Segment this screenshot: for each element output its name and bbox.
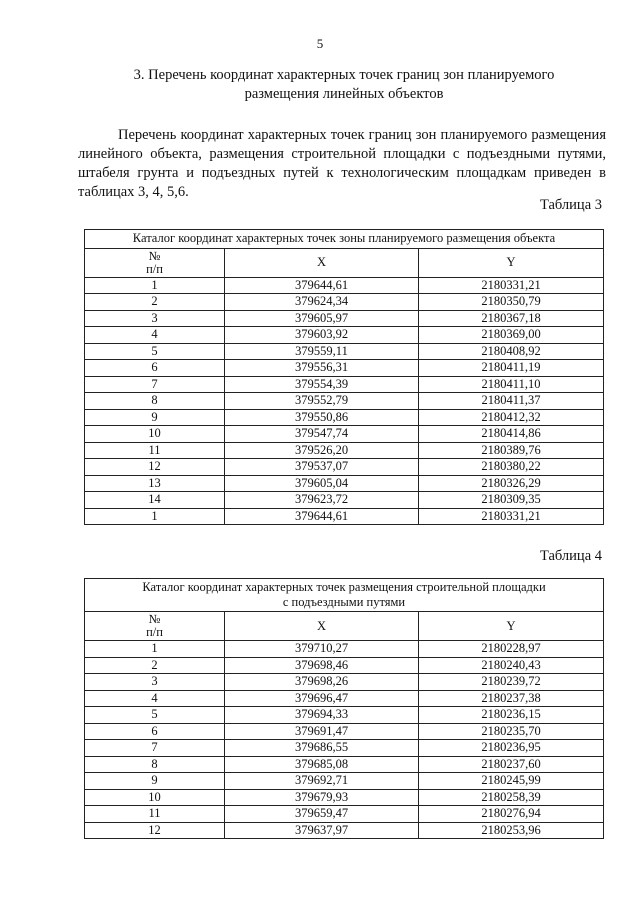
table3-header-number bbox=[85, 248, 225, 277]
cell-number: 1 bbox=[85, 508, 225, 525]
cell-x: 379537,07 bbox=[225, 459, 419, 476]
table3 bbox=[84, 229, 604, 525]
table-row bbox=[85, 789, 604, 806]
cell-x: 379691,47 bbox=[225, 723, 419, 740]
table4-header-y: Y bbox=[419, 612, 604, 641]
cell-y: 2180236,15 bbox=[419, 707, 604, 724]
table-row bbox=[85, 756, 604, 773]
table-row bbox=[85, 327, 604, 344]
section-heading-line2: размещения линейных объектов bbox=[244, 86, 444, 102]
table-row bbox=[85, 641, 604, 658]
table-row bbox=[85, 294, 604, 311]
cell-x: 379547,74 bbox=[225, 426, 419, 443]
cell-x: 379554,39 bbox=[225, 376, 419, 393]
cell-x: 379605,97 bbox=[225, 310, 419, 327]
table-row bbox=[85, 773, 604, 790]
cell-y: 2180276,94 bbox=[419, 806, 604, 823]
cell-number: 9 bbox=[85, 409, 225, 426]
table3-header-number-line2: п/п bbox=[146, 261, 163, 276]
cell-number: 7 bbox=[85, 376, 225, 393]
table3-header-x: X bbox=[225, 248, 419, 277]
table-row bbox=[85, 426, 604, 443]
cell-number: 10 bbox=[85, 789, 225, 806]
table-row bbox=[85, 459, 604, 476]
cell-y: 2180369,00 bbox=[419, 327, 604, 344]
cell-y: 2180258,39 bbox=[419, 789, 604, 806]
table4-title-line2: с подъездными путями bbox=[282, 595, 406, 609]
table3-header-number-line1: № bbox=[148, 248, 161, 263]
table4-title-line1: Каталог координат характерных точек размещения строительной площадки bbox=[142, 580, 546, 594]
cell-y: 2180235,70 bbox=[419, 723, 604, 740]
cell-number: 12 bbox=[85, 822, 225, 839]
table-row bbox=[85, 508, 604, 525]
table4-header-number bbox=[85, 612, 225, 641]
table3-body bbox=[85, 277, 604, 525]
cell-number: 13 bbox=[85, 475, 225, 492]
table-row bbox=[85, 442, 604, 459]
table-row bbox=[85, 475, 604, 492]
table-row bbox=[85, 277, 604, 294]
cell-number: 10 bbox=[85, 426, 225, 443]
table-row bbox=[85, 674, 604, 691]
table-row bbox=[85, 376, 604, 393]
cell-x: 379644,61 bbox=[225, 277, 419, 294]
cell-x: 379698,26 bbox=[225, 674, 419, 691]
cell-y: 2180411,37 bbox=[419, 393, 604, 410]
table4-header-x: X bbox=[225, 612, 419, 641]
table-row bbox=[85, 690, 604, 707]
cell-number: 6 bbox=[85, 360, 225, 377]
cell-x: 379556,31 bbox=[225, 360, 419, 377]
cell-number: 1 bbox=[85, 641, 225, 658]
cell-number: 2 bbox=[85, 657, 225, 674]
cell-x: 379679,93 bbox=[225, 789, 419, 806]
cell-number: 11 bbox=[85, 806, 225, 823]
cell-number: 3 bbox=[85, 674, 225, 691]
table-row bbox=[85, 343, 604, 360]
cell-number: 7 bbox=[85, 740, 225, 757]
cell-y: 2180236,95 bbox=[419, 740, 604, 757]
table-row bbox=[85, 360, 604, 377]
cell-y: 2180350,79 bbox=[419, 294, 604, 311]
cell-number: 3 bbox=[85, 310, 225, 327]
cell-x: 379710,27 bbox=[225, 641, 419, 658]
cell-x: 379605,04 bbox=[225, 475, 419, 492]
intro-paragraph: Перечень координат характерных точек границ зон планируемого размещения линейного объекта, размещения строительной площадки с подъездными путями, штабеля грунта и подъездных путей к технологическим площадкам приведен в таблицах 3, 4, 5,6. bbox=[78, 127, 606, 200]
table-row bbox=[85, 657, 604, 674]
cell-y: 2180237,60 bbox=[419, 756, 604, 773]
table-row bbox=[85, 723, 604, 740]
table-row bbox=[85, 806, 604, 823]
cell-x: 379623,72 bbox=[225, 492, 419, 509]
cell-y: 2180380,22 bbox=[419, 459, 604, 476]
cell-y: 2180309,35 bbox=[419, 492, 604, 509]
cell-x: 379644,61 bbox=[225, 508, 419, 525]
cell-y: 2180326,29 bbox=[419, 475, 604, 492]
table-row bbox=[85, 740, 604, 757]
table-row bbox=[85, 409, 604, 426]
cell-number: 8 bbox=[85, 756, 225, 773]
table4-title bbox=[85, 579, 604, 612]
cell-y: 2180408,92 bbox=[419, 343, 604, 360]
page-number: 5 bbox=[316, 36, 324, 51]
table3-caption: Таблица 3 bbox=[539, 197, 602, 213]
cell-number: 8 bbox=[85, 393, 225, 410]
cell-x: 379698,46 bbox=[225, 657, 419, 674]
cell-x: 379552,79 bbox=[225, 393, 419, 410]
cell-y: 2180411,10 bbox=[419, 376, 604, 393]
cell-y: 2180414,86 bbox=[419, 426, 604, 443]
cell-y: 2180228,97 bbox=[419, 641, 604, 658]
section-heading-line1: 3. Перечень координат характерных точек границ зон планируемого bbox=[133, 67, 555, 83]
cell-y: 2180237,38 bbox=[419, 690, 604, 707]
table4-header-number-line1: № bbox=[148, 612, 161, 626]
cell-number: 5 bbox=[85, 343, 225, 360]
cell-y: 2180239,72 bbox=[419, 674, 604, 691]
cell-x: 379550,86 bbox=[225, 409, 419, 426]
cell-x: 379624,34 bbox=[225, 294, 419, 311]
cell-y: 2180412,32 bbox=[419, 409, 604, 426]
table-row bbox=[85, 707, 604, 724]
cell-y: 2180331,21 bbox=[419, 508, 604, 525]
table4-body bbox=[85, 641, 604, 839]
cell-x: 379692,71 bbox=[225, 773, 419, 790]
cell-y: 2180331,21 bbox=[419, 277, 604, 294]
table-row bbox=[85, 492, 604, 509]
cell-x: 379694,33 bbox=[225, 707, 419, 724]
table-row bbox=[85, 822, 604, 839]
cell-number: 6 bbox=[85, 723, 225, 740]
cell-x: 379685,08 bbox=[225, 756, 419, 773]
cell-y: 2180240,43 bbox=[419, 657, 604, 674]
table-row bbox=[85, 393, 604, 410]
cell-number: 2 bbox=[85, 294, 225, 311]
table-row bbox=[85, 310, 604, 327]
cell-x: 379686,55 bbox=[225, 740, 419, 757]
cell-number: 12 bbox=[85, 459, 225, 476]
section-heading bbox=[60, 66, 628, 104]
cell-number: 4 bbox=[85, 690, 225, 707]
table4 bbox=[84, 578, 604, 839]
table3-header-y: Y bbox=[419, 248, 604, 277]
cell-number: 14 bbox=[85, 492, 225, 509]
cell-y: 2180253,96 bbox=[419, 822, 604, 839]
cell-y: 2180411,19 bbox=[419, 360, 604, 377]
table4-caption: Таблица 4 bbox=[539, 548, 602, 564]
cell-x: 379659,47 bbox=[225, 806, 419, 823]
cell-y: 2180367,18 bbox=[419, 310, 604, 327]
cell-number: 11 bbox=[85, 442, 225, 459]
cell-y: 2180389,76 bbox=[419, 442, 604, 459]
cell-x: 379603,92 bbox=[225, 327, 419, 344]
cell-number: 1 bbox=[85, 277, 225, 294]
table3-title: Каталог координат характерных точек зоны планируемого размещения объекта bbox=[85, 230, 604, 249]
cell-x: 379637,97 bbox=[225, 822, 419, 839]
cell-y: 2180245,99 bbox=[419, 773, 604, 790]
cell-number: 4 bbox=[85, 327, 225, 344]
cell-x: 379696,47 bbox=[225, 690, 419, 707]
cell-number: 5 bbox=[85, 707, 225, 724]
cell-number: 9 bbox=[85, 773, 225, 790]
cell-x: 379526,20 bbox=[225, 442, 419, 459]
cell-x: 379559,11 bbox=[225, 343, 419, 360]
table4-header-number-line2: п/п bbox=[146, 625, 163, 639]
